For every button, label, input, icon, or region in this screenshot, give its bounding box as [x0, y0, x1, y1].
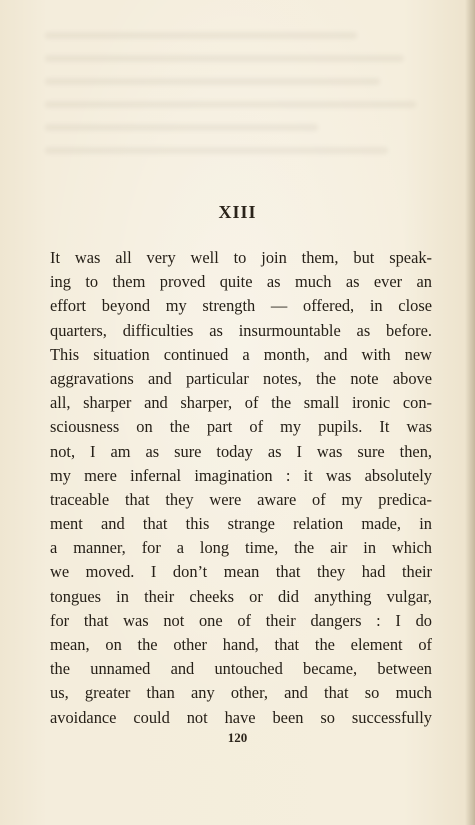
text-line: This situation continued a month, and with new	[50, 344, 432, 364]
text-line: mean, on the other hand, that the element of	[50, 635, 432, 654]
bleed-line	[45, 147, 388, 154]
text-line: effort beyond my strength — offered, in close	[50, 296, 432, 316]
bleed-line	[45, 124, 318, 131]
text-line: sciousness on the part of my pupils. It was	[50, 417, 432, 437]
text-line: a manner, for a long time, the air in which	[50, 538, 432, 558]
page-edge-shadow	[465, 0, 475, 825]
bleed-line	[45, 55, 404, 62]
bleed-through-text	[45, 32, 435, 192]
text-line: not, I am as sure today as I was sure then,	[50, 441, 432, 461]
text-line: It was all very well to join them, but speak-	[50, 248, 432, 267]
text-line: traceable that they were aware of my predica-	[50, 489, 432, 509]
text-line: avoidance could not have been so successfully	[50, 707, 432, 727]
text-line: ing to them proved quite as much as ever an	[50, 272, 432, 292]
text-line: ment and that this strange relation made, in	[50, 514, 432, 534]
text-line: my mere infernal imagination : it was absolutely	[50, 465, 432, 485]
text-line: we moved. I don’t mean that they had their	[50, 562, 432, 582]
text-line: tongues in their cheeks or did anything vulgar,	[50, 586, 432, 606]
text-line: aggravations and particular notes, the note above	[50, 368, 432, 388]
text-line: quarters, difficulties as insurmountable as before.	[50, 320, 432, 340]
bleed-line	[45, 101, 416, 108]
text-line: us, greater than any other, and that so much	[50, 683, 432, 703]
text-line: all, sharper and sharper, of the small ironic con-	[50, 393, 432, 413]
bleed-line	[45, 32, 357, 39]
bleed-line	[45, 78, 380, 85]
body-text	[50, 246, 432, 730]
chapter-heading: XIII	[218, 202, 257, 222]
page-number: 120	[227, 730, 248, 745]
text-line: the unnamed and untouched became, between	[50, 659, 432, 679]
text-line: for that was not one of their dangers : I do	[50, 610, 432, 630]
